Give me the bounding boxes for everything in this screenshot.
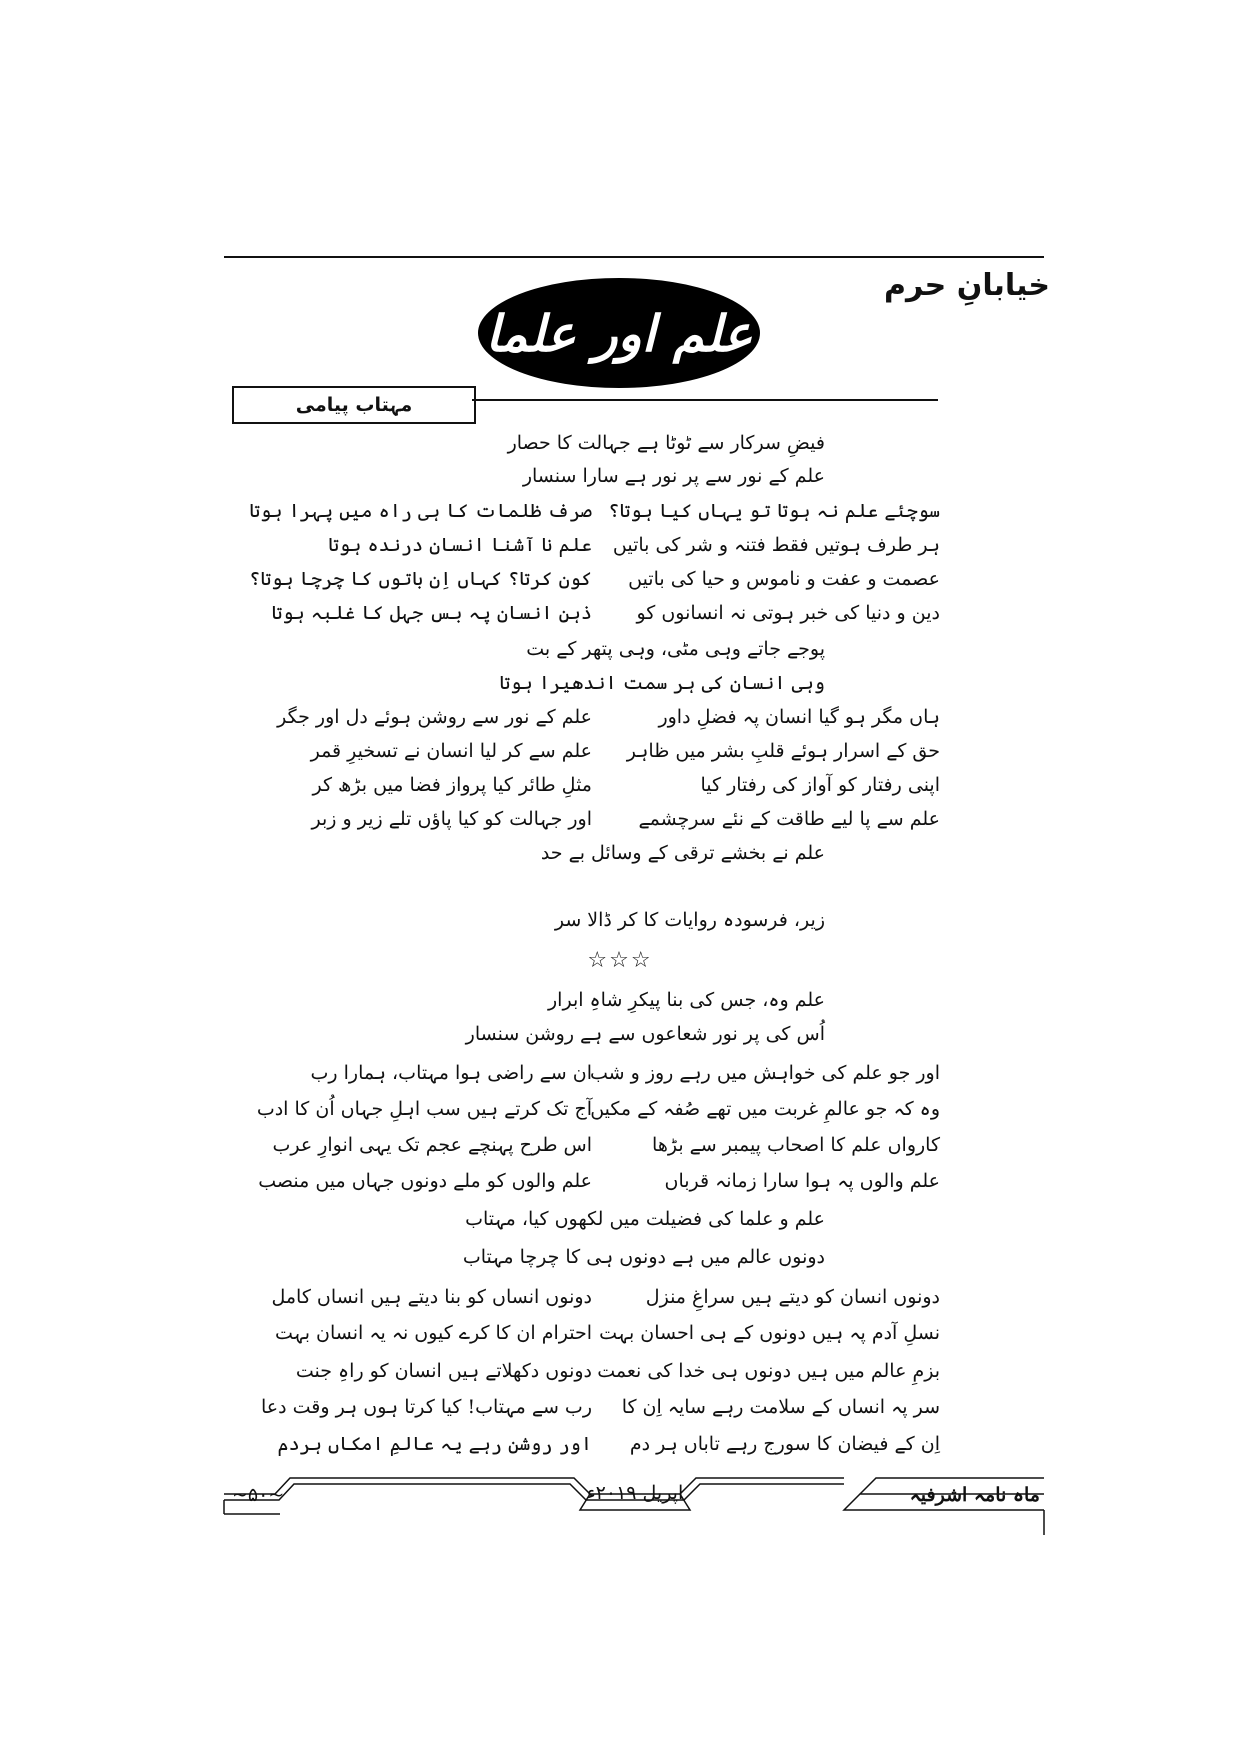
verse-line: علم وہ، جس کی بنا پیکرِ شاہِ ابرار xyxy=(548,989,825,1011)
page-number: ~۵۰~ xyxy=(232,1484,285,1506)
verse-line: علم نے بخشے ترقی کے وسائل بے حد xyxy=(540,842,825,864)
verse-line: علم و علما کی فضیلت میں لکھوں کیا، مہتاب xyxy=(465,1208,825,1230)
verse-line: اِن کے فیضان کا سورج رہے تاباں ہر دم xyxy=(629,1433,940,1455)
verse-line: دونوں عالم میں ہے دونوں ہی کا چرچا مہتاب xyxy=(462,1246,825,1268)
verse-line: علم کے نور سے پر نور ہے سارا سنسار xyxy=(522,465,825,487)
verse-line: اور جہالت کو کیا پاؤں تلے زیر و زبر xyxy=(311,808,592,830)
verse-line: کون کرتا؟ کہاں اِن باتوں کا چرچا ہوتا؟ xyxy=(249,568,592,590)
verse-line: ہاں مگر ہو گیا انسان پہ فضلِ داور xyxy=(658,706,940,728)
verse-line: دونوں انساں کو بنا دیتے ہیں انساں کامل xyxy=(271,1286,592,1308)
verse-line: اس طرح پہنچے عجم تک یہی انوارِ عرب xyxy=(272,1134,592,1156)
verse-line: اُس کی پر نور شعاعوں سے ہے روشن سنسار xyxy=(465,1023,825,1045)
verse-line: وہی انسان کی ہر سمت اندھیرا ہوتا xyxy=(499,672,825,694)
verse-line: سوچئے علم نہ ہوتا تو یہاں کیا ہوتا؟ xyxy=(608,500,940,522)
verse-line: علم والوں کو ملے دونوں جہاں میں منصب xyxy=(258,1170,592,1192)
verse-line: فیضِ سرکار سے ٹوٹا ہے جہالت کا حصار xyxy=(507,432,825,454)
verse-line: علم سے کر لیا انسان نے تسخیرِ قمر xyxy=(310,740,592,762)
section-title: خیابانِ حرم xyxy=(884,268,1050,303)
verse-line: علم نا آشنا انسان درندہ ہوتا xyxy=(328,534,592,556)
verse-line: صرف ظلمات کا ہی راہ میں پہرا ہوتا xyxy=(249,500,592,522)
verse-line: اور روشن رہے یہ عالمِ امکاں ہردم xyxy=(277,1433,592,1455)
poem-title: علم اور علما xyxy=(485,303,753,363)
issue-date: اپریل ۲۰۱۹ء xyxy=(586,1482,684,1504)
verse-line: اور جو علم کی خواہش میں رہے روز و شب xyxy=(590,1062,940,1084)
verse-line: وہ کہ جو عالمِ غربت میں تھے صُفہ کے مکیں xyxy=(590,1098,940,1120)
verse-line: دین و دنیا کی خبر ہوتی نہ انسانوں کو xyxy=(636,602,940,624)
verse-line: علم والوں پہ ہوا سارا زمانہ قرباں xyxy=(664,1170,940,1192)
author-name: مہتاب پیامی xyxy=(232,386,476,424)
verse-line: پوجے جاتے وہی مٹی، وہی پتھر کے بت xyxy=(526,638,825,660)
verse-line: سر پہ انساں کے سلامت رہے سایہ اِن کا xyxy=(621,1396,940,1418)
verse-line: دونوں دکھلاتے ہیں انسان کو راہِ جنت xyxy=(295,1360,592,1382)
verse-line: ذہنِ انسان پہ بس جہل کا غلبہ ہوتا xyxy=(271,602,592,624)
verse-line: علم کے نور سے روشن ہوئے دل اور جگر xyxy=(277,706,592,728)
verse-line: رب سے مہتاب! کیا کرتا ہوں ہر وقت دعا xyxy=(261,1396,592,1418)
verse-line: عصمت و عفت و ناموس و حیا کی باتیں xyxy=(628,568,940,590)
verse-line: احترام ان کا کرے کیوں نہ یہ انسان بہت xyxy=(274,1322,592,1344)
verse-line: حق کے اسرار ہوئے قلبِ بشر میں ظاہر xyxy=(626,740,940,762)
verse-line: کارواں علم کا اصحاب پیمبر سے بڑھا xyxy=(652,1134,940,1156)
verse-line: ہر طرف ہوتیں فقط فتنہ و شر کی باتیں xyxy=(612,534,940,556)
verse-line: علم سے پا لیے طاقت کے نئے سرچشمے xyxy=(638,808,940,830)
star-separator: ☆☆☆ xyxy=(587,948,653,973)
verse-line: مثلِ طائر کیا پرواز فضا میں بڑھ کر xyxy=(312,774,592,796)
verse-line: زیر، فرسودہ روایات کا کر ڈالا سر xyxy=(554,909,825,931)
verse-line: دونوں انسان کو دیتے ہیں سراغِ منزل xyxy=(645,1286,940,1308)
verse-line: آج تک کرتے ہیں سب اہلِ جہاں اُن کا ادب xyxy=(256,1098,592,1120)
verse-line: ان سے راضی ہوا مہتاب، ہمارا رب xyxy=(310,1062,592,1084)
verse-line: اپنی رفتار کو آواز کی رفتار کیا xyxy=(700,774,940,796)
magazine-name: ماہ نامہ اشرفیہ xyxy=(909,1484,1040,1506)
verse-line: بزمِ عالم میں ہیں دونوں ہی خدا کی نعمت xyxy=(597,1360,940,1382)
verse-line: نسلِ آدم پہ ہیں دونوں کے ہی احسان بہت xyxy=(599,1322,940,1344)
